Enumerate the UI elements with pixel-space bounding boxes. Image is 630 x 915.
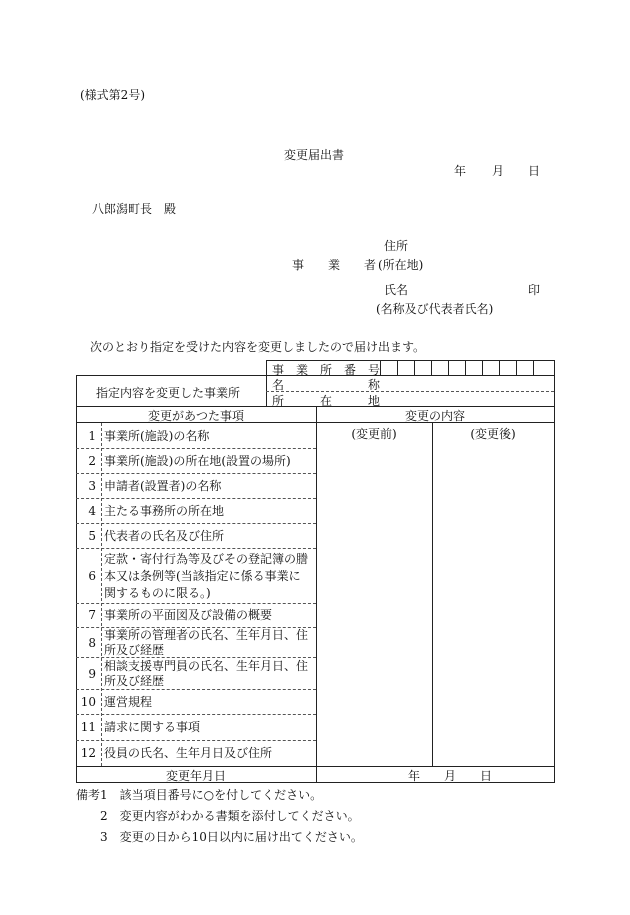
item-text: 事業所(施設)の所在地(設置の場所) bbox=[104, 454, 291, 468]
change-date-year: 年 bbox=[408, 769, 421, 783]
addressee: 八郎潟町長 殿 bbox=[92, 202, 177, 216]
item-number: 4 bbox=[88, 504, 96, 518]
date-year-label: 年 bbox=[454, 164, 467, 178]
office-name-label: 名 称 bbox=[272, 378, 381, 392]
date-day-label: 日 bbox=[528, 164, 541, 178]
item-text: 事業所(施設)の名称 bbox=[104, 429, 210, 443]
location-label: (所在地) bbox=[378, 258, 424, 272]
item-number: 8 bbox=[88, 636, 96, 650]
item-text: 運営規程 bbox=[104, 695, 153, 709]
item-number: 7 bbox=[88, 608, 96, 622]
after-label: (変更後) bbox=[470, 427, 516, 441]
item-text: 役員の氏名、生年月日及び住所 bbox=[104, 746, 273, 760]
item-text-line: 定款・寄付行為等及びその登記簿の謄 bbox=[104, 552, 309, 566]
before-label: (変更前) bbox=[351, 427, 397, 441]
note-2: 2 変更内容がわかる書類を添付してください。 bbox=[100, 809, 360, 823]
item-number: 9 bbox=[88, 667, 96, 681]
item-number: 1 bbox=[88, 429, 96, 443]
item-text: 申請者(設置者)の名称 bbox=[104, 479, 222, 493]
note-1: 備考1 該当項目番号に○を付してください。 bbox=[76, 788, 323, 802]
item-number: 5 bbox=[88, 529, 96, 543]
item-text: 請求に関する事項 bbox=[104, 720, 201, 734]
document-title: 変更届出書 bbox=[284, 148, 345, 162]
item-text-line: 所及び経歴 bbox=[104, 643, 165, 657]
item-text: 代表者の氏名及び住所 bbox=[104, 529, 225, 543]
intro-text: 次のとおり指定を受けた内容を変更しましたので届け出ます。 bbox=[90, 340, 426, 354]
item-number: 11 bbox=[80, 720, 96, 734]
item-number: 6 bbox=[88, 569, 96, 583]
item-text: 事業所の平面図及び設備の概要 bbox=[104, 608, 273, 622]
item-number: 10 bbox=[80, 695, 96, 709]
item-number: 3 bbox=[88, 479, 96, 493]
item-text-line: 所及び経歴 bbox=[104, 674, 165, 688]
office-location-label: 所 在 地 bbox=[272, 394, 381, 408]
changed-items-header: 変更があつた事項 bbox=[147, 409, 244, 423]
address-label: 住所 bbox=[384, 239, 409, 253]
item-text-line: 事業所の管理者の氏名、生年月日、住 bbox=[104, 628, 309, 642]
item-number: 12 bbox=[80, 746, 96, 760]
change-date-day: 日 bbox=[480, 769, 493, 783]
item-text-line: 関するものに限る。) bbox=[104, 586, 211, 600]
date-month-label: 月 bbox=[492, 164, 505, 178]
item-text-line: 相談支援専門員の氏名、生年月日、住 bbox=[104, 659, 309, 673]
note-3: 3 変更の日から10日以内に届け出てください。 bbox=[100, 830, 363, 844]
office-number-label: 事 業 所 番 号 bbox=[272, 363, 381, 377]
item-number: 2 bbox=[88, 454, 96, 468]
item-text-line: 本又は条例等(当該指定に係る事業に bbox=[104, 569, 301, 583]
item-text: 主たる事務所の所在地 bbox=[104, 504, 225, 518]
name-note: (名称及び代表者氏名) bbox=[376, 302, 494, 316]
form-number: (様式第2号) bbox=[80, 88, 145, 102]
seal-label: 印 bbox=[528, 283, 541, 297]
business-label: 事 業 者 bbox=[292, 258, 377, 272]
change-date-label: 変更年月日 bbox=[165, 769, 226, 783]
change-content-header: 変更の内容 bbox=[404, 409, 465, 423]
change-date-month: 月 bbox=[444, 769, 457, 783]
changed-office-label: 指定内容を変更した事業所 bbox=[96, 386, 241, 400]
name-label: 氏名 bbox=[384, 283, 409, 297]
